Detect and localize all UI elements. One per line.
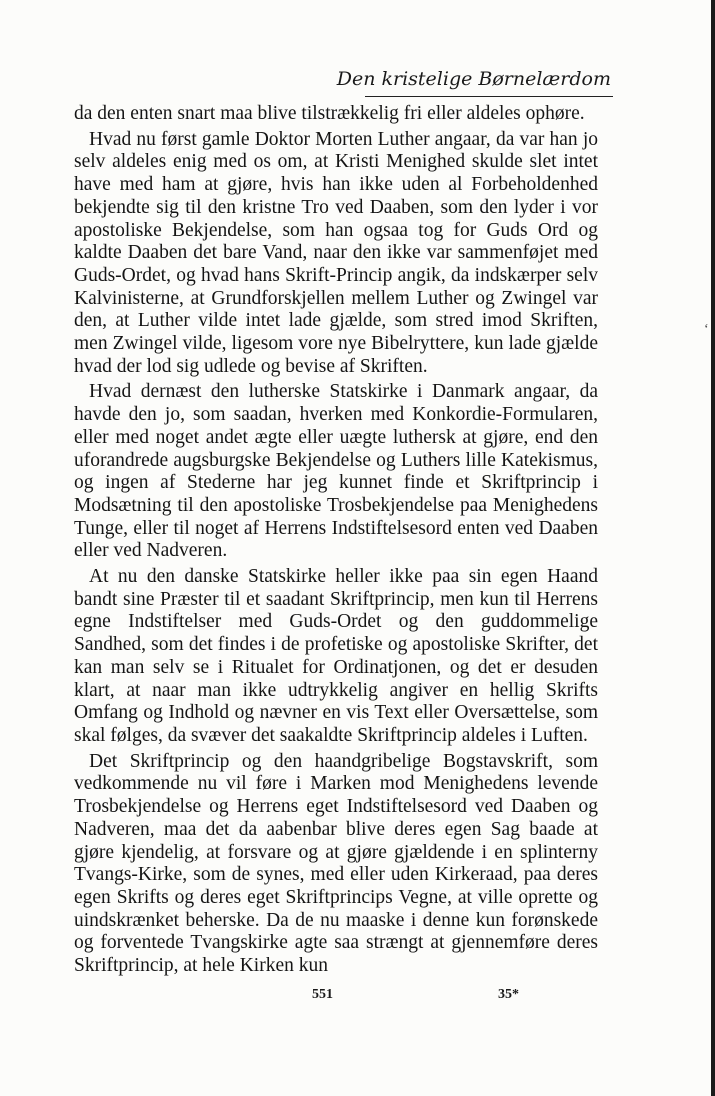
signature-mark: 35* [498,987,519,1002]
running-title: Den kristelige Børnelærdom [336,68,611,90]
margin-tick-mark: ‘ [704,322,709,337]
paragraph-statskirke: Hvad dernæst den lutherske Statskirke i Danmark angaar, da havde den jo, som saadan, hverken med Konkordie-Formularen, eller med noget andet ægte eller uægte luthersk at gjøre, end den uforandrede augsburgske Bekjendelse og Luthers lille Katekismus, og ingen af Stederne har jeg kunnet finde et Skriftprincip i Modsætning til den apostoliske Trosbekjendelse paa Menighedens Tunge, eller til noget af Herrens Indstiftelsesord enten ved Daaben eller ved Nadveren. [74,381,598,562]
running-header [336,66,613,97]
paragraph-luther: Hvad nu først gamle Doktor Morten Luther angaar, da var han jo selv aldeles enig med os om, at Kristi Menighed skulde slet intet have med ham at gjøre, hvis han ikke uden al Forbeholdenhed bekjendte sig til den kristne Tro ved Daaben, som den lyder i vor apostoliske Bekjendelse, som han ogsaa tog for Guds Ord og kaldte Daaben det bare Vand, naar den ikke var sammenføjet med Guds-Ordet, og hvad hans Skrift-Princip angik, da indskærper selv Kalvinisterne, at Grundforskjellen mellem Luther og Zwingel var den, at Luther vilde intet lade gjælde, som stred imod Skriften, men Zwingel vilde, ligesom vore nye Bibelryttere, kun lade gjælde hvad der lod sig udlede og bevise af Skriften. [74,128,598,377]
paragraph-danske-statskirke: At nu den danske Statskirke heller ikke paa sin egen Haand bandt sine Præster til et saadant Skriftprincip, men kun til Herrens egne Indstiftelser med Guds-Ordet og den guddommelige Sandhed, som det findes i de profetiske og apostoliske Skrifter, det kan man selv se i Ritualet for Ordinatjonen, og det er desuden klart, at naar man ikke udtrykkelig angiver en hellig Skrifts Omfang og Indhold og nævner en vis Text eller Oversættelse, som skal følges, da svæver det saakaldte Skriftprincip aldeles i Luften. [74,566,598,746]
page-number: 551 [312,987,333,1002]
paragraph-skriftprincip: Det Skriftprincip og den haandgribelige Bogstavskrift, som vedkommende nu vil føre i Marken mod Menighedens levende Trosbekjendelse og Herrens eget Indstiftelsesord ved Daaben og Nadveren, maa det da aabenbar blive deres egen Sag baade at gjøre kjendelig, at forsvare og at gjøre gjældende i en splinterny Tvangs-Kirke, som de synes, med eller uden Kirkeraad, paa deres egen Skrifts og deres eget Skriftprincips Vegne, at ville oprette og uindskrænket beherske. Da de nu maaske i denne kun forønskede og forventede Tvangskirke agte saa strængt at gjennemføre deres Skriftprincip, at hele Kirken kun [74,750,598,977]
body-text [74,103,598,978]
paragraph-continuation: da den enten snart maa blive tilstrækkelig fri eller aldeles ophøre. [74,103,585,124]
page-edge-shadow [711,0,715,1096]
